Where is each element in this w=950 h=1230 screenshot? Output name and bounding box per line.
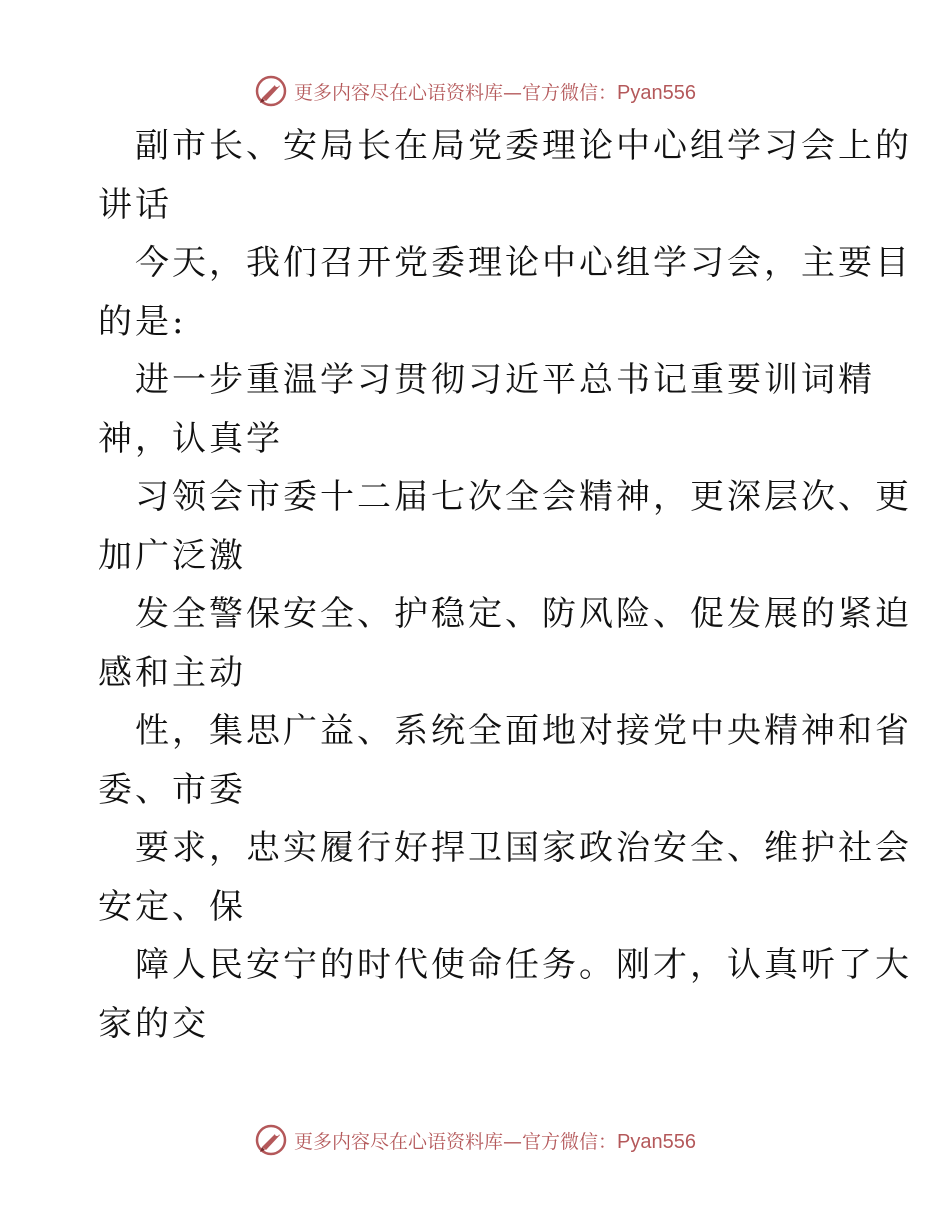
footer-banner-text: 更多内容尽在心语资料库—官方微信：Pyan556 — [294, 1130, 696, 1153]
text-line: 讲话 — [98, 184, 172, 225]
text-line: 发全警保安全、护稳定、防风险、促发展的紧迫 — [135, 594, 912, 634]
text-line: 性，集思广益、系统全面地对接党中央精神和省 — [135, 711, 912, 751]
footer-banner-handle: Pyan556 — [617, 1130, 696, 1153]
footer-watermark-banner — [0, 1120, 950, 1160]
text-line: 感和主动 — [98, 652, 246, 693]
text-line: 的是: — [98, 301, 187, 342]
text-line: 障人民安宁的时代使命任务。刚才，认真听了大 — [135, 945, 912, 985]
text-line: 家的交 — [98, 1003, 209, 1044]
text-line: 委、市委 — [98, 769, 246, 810]
header-watermark-banner — [0, 71, 950, 111]
document-body — [98, 117, 912, 1053]
header-banner-text: 更多内容尽在心语资料库—官方微信：Pyan556 — [294, 81, 696, 104]
text-line: 进一步重温学习贯彻习近平总书记重要训词精 — [135, 360, 875, 400]
pen-logo-icon — [254, 1123, 288, 1157]
text-line: 习领会市委十二届七次全会精神，更深层次、更 — [135, 477, 912, 517]
text-line: 副市长、安局长在局党委理论中心组学习会上的 — [135, 126, 912, 166]
text-line: 加广泛激 — [98, 535, 246, 576]
text-line: 今天，我们召开党委理论中心组学习会，主要目 — [135, 243, 912, 283]
header-banner-handle: Pyan556 — [617, 81, 696, 104]
text-line: 要求，忠实履行好捍卫国家政治安全、维护社会 — [135, 828, 912, 868]
text-line: 神，认真学 — [98, 418, 283, 459]
text-line: 安定、保 — [98, 886, 246, 927]
pen-logo-icon — [254, 74, 288, 108]
